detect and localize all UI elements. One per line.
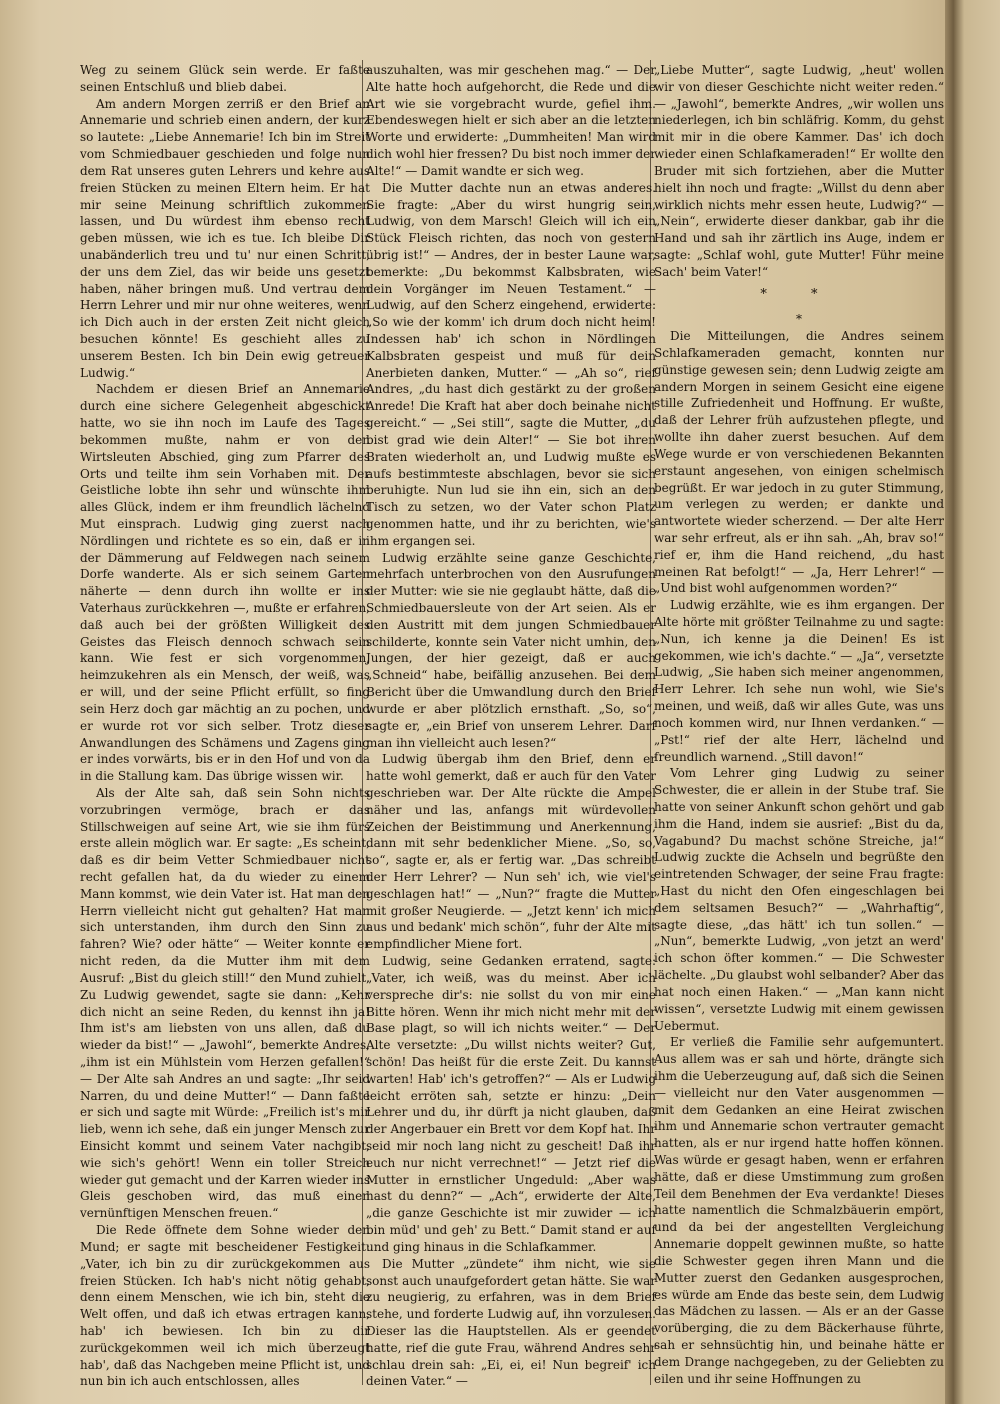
paragraph: Als der Alte sah, daß sein Sohn nichts vorzubringen vermöge, brach er das Stillschweigen auf seine Art, wie sie ihm fürs erste allein möglich war. Er sagte: „Es scheint, daß es dir beim Vetter Schmiedbauer nicht recht gefallen hat, da du wieder zu einem Mann kommst, wie dein Vater ist. Hat man den Herrn vielleicht nicht gut gehalten? Hat man sich unterstanden, ihm durch den Sinn zu fahren? Wie? oder hätte“ — Weiter konnte er nicht reden, da die Mutter ihm mit dem Ausruf: „Bist du gleich still!“ den Mund zuhielt. Zu Ludwig gewendet, sagte sie dann: „Kehr dich nicht an seine Reden, du kennst ihn ja! Ihm ist's am liebsten von uns allen, daß du wieder da bist!“ — „Jawohl“, bemerkte Andres, „ihm ist ein Mühlstein vom Herzen gefallen!“ — Der Alte sah Andres an und sagte: „Ihr seid Narren, du und deine Mutter!“ — Dann faßte er sich und sagte mit Würde: „Freilich ist's mir lieb, wenn ich sehe, daß ein junger Mensch zur Einsicht kommt und seinem Vater nachgibt, wie sich's gehört! Wenn ein toller Streich wieder gut gemacht und der Karren wieder ins Gleis geschoben wird, das muß einen vernünftigen Menschen freuen.“ bbox=[80, 785, 370, 1221]
text-column-1 bbox=[80, 62, 370, 1390]
paragraph: Ludwig erzählte, wie es ihm ergangen. Der Alte hörte mit größter Teilnahme zu und sagte: „Nun, ich kenne ja die Deinen! Es ist gekommen, wie ich's dachte.“ — „Ja“, versetzte Ludwig, „Sie haben sich meiner angenommen, Herr Lehrer. Ich sehe nun wohl, wie Sie's meinen, und weiß, daß wir alles Gute, was uns noch kommen wird, nur Ihnen verdanken.“ — „Pst!“ rief der alte Herr, lächelnd und freundlich warnend. „Still davon!“ bbox=[654, 598, 944, 764]
paragraph: Am andern Morgen zerriß er den Brief an Annemarie und schrieb einen andern, der kurz so lautete: „Liebe Annemarie! Ich bin im Streit vom Schmiedbauer geschieden und folge nun dem Rat unseres guten Lehrers und kehre aus freien Stücken zu meinen Eltern heim. Er hat mir seine Meinung schriftlich zukommen lassen, und Du würdest ihm ebenso recht geben müssen, wie ich es tue. Ich bleibe Dir unabänderlich treu und tu' nur einen Schritt, der uns dem Ziel, das wir beide uns gesetzt haben, näher bringen muß. Und vertrau dem Herrn Lehrer und mir nur ohne weiteres, wenn ich Dich auch in der ersten Zeit nicht gleich besuchen könnte! Es geschieht alles zu unserem Besten. Ich bin Dein ewig getreuer Ludwig.“ bbox=[80, 96, 370, 380]
paragraph: auszuhalten, was mir geschehen mag.“ — Der Alte hatte hoch aufgehorcht, die Rede und die Art wie sie vorgebracht wurde, gefiel ihm. Ebendeswegen hielt er sich aber an die letzten Worte und erwiderte: „Dummheiten! Man wird dich wohl hier fressen? Du bist noch immer der Alte!“ — Damit wandte er sich weg. bbox=[366, 63, 657, 178]
paragraph: Die Mitteilungen, die Andres seinem Schlafkameraden gemacht, konnten nur günstige gewesen sein; denn Ludwig zeigte am andern Morgen in seinem Gesicht eine eigene stille Zufriedenheit und Hoffnung. Er wußte, daß der Lehrer früh aufzustehen pflegte, und wollte ihn daher zuerst besuchen. Auf dem Wege wurde er von verschiedenen Bekannten erstaunt angesehen, von einigen schelmisch begrüßt. Er war jedoch in zu guter Stimmung, um verlegen zu werden; er dankte und antwortete wieder scherzend. — Der alte Herr war sehr erfreut, als er ihn sah. „Ah, brav so!“ rief er, ihm die Hand reichend, „du hast meinen Rat befolgt!“ — „Ja, Herr Lehrer!“ — „Und bist wohl aufgenommen worden?“ bbox=[654, 329, 944, 596]
paragraph: Weg zu seinem Glück sein werde. Er faßte seinen Entschluß und blieb dabei. bbox=[80, 63, 370, 94]
paragraph: Die Mutter dachte nun an etwas anderes. Sie fragte: „Aber du wirst hungrig sein, Ludwig, von dem Marsch! Gleich will ich ein Stück Fleisch richten, das noch von gestern übrig ist!“ — Andres, der in bester Laune war, bemerkte: „Du bekommst Kalbsbraten, wie dein Vorgänger im Neuen Testament.“ — Ludwig, auf den Scherz eingehend, erwiderte: „So wie der komm' ich drum doch nicht heim! Indessen hab' ich schon in Nördlingen Kalbsbraten gespeist und muß für dein Anerbieten danken, Mutter.“ — „Ah so“, rief Andres, „du hast dich gestärkt zu der großen Anrede! Die Kraft hat aber doch beinahe nicht gereicht.“ — „Sei still“, sagte die Mutter, „du bist grad wie dein Alter!“ — Sie bot ihren Braten wiederholt an, und Ludwig mußte es aufs bestimmteste abschlagen, bevor sie sich beruhigte. Nun lud sie ihn ein, sich an den Tisch zu setzen, wo der Vater schon Platz genommen hatte, und ihr zu berichten, wie's ihm ergangen sei. bbox=[366, 180, 656, 548]
paragraph: Nachdem er diesen Brief an Annemarie durch eine sichere Gelegenheit abgeschickt hatte, wo sie ihn noch im Laufe des Tages bekommen mußte, nahm er von den Wirtsleuten Abschied, ging zum Pfarrer des Orts und teilte ihm sein Vorhaben mit. Der Geistliche lobte ihn sehr und wünschte ihm alles Glück, indem er ihm freundlich lächelnd Mut einsprach. Ludwig ging zuerst nach Nördlingen und richtete es so ein, daß er in der Dämmerung auf Feldwegen nach seinem Dorfe wanderte. Als er sich seinem Garten näherte — denn durch ihn wollte er ins Vaterhaus zurückkehren —, mußte er erfahren, daß auch bei der größten Willigkeit des Geistes das Fleisch dennoch schwach sein kann. Wie fest er sich vorgenommen, heimzukehren als ein Mensch, der weiß, was er will, und der seine Pflicht erfüllt, so fing sein Herz doch gar mächtig an zu pochen, und er wurde rot vor sich selber. Trotz dieser Anwandlungen des Schämens und Zagens ging er indes vorwärts, bis er in den Hof und von da in die Stallung kam. Das übrige wissen wir. bbox=[80, 382, 370, 784]
paragraph: „Liebe Mutter“, sagte Ludwig, „heut' wollen wir von dieser Geschichte nicht weiter reden.“ — „Jawohl“, bemerkte Andres, „wir wollen uns niederlegen, ich bin schläfrig. Komm, du gehst mit mir in die obere Kammer. Das' ich doch wieder einen Schlafkameraden!“ Er wollte den Bruder mit sich fortziehen, aber die Mutter hielt ihn noch und fragte: „Willst du denn aber wirklich nichts mehr essen heute, Ludwig?“ — „Nein“, erwiderte dieser dankbar, gab ihr die Hand und sah ihr zärtlich ins Auge, indem er sagte: „Schlaf wohl, gute Mutter! Führ meine Sach' beim Vater!“ bbox=[654, 63, 944, 279]
text-column-2 bbox=[366, 62, 656, 1390]
paragraph: Die Mutter „zündete“ ihm nicht, wie sie sonst auch unaufgefordert getan hätte. Sie war zu neugierig, zu erfahren, was in dem Brief stehe, und forderte Ludwig auf, ihn vorzulesen. Dieser las die Hauptstellen. Als er geendet hatte, rief die gute Frau, während Andres sehr schlau drein sah: „Ei, ei, ei! Nun begreif' ich deinen Vater.“ — bbox=[366, 1256, 656, 1389]
paragraph: Ludwig erzählte seine ganze Geschichte, mehrfach unterbrochen von den Ausrufungen der Mutter: wie sie nie geglaubt hätte, daß die Schmiedbauersleute von der Art seien. Als er den Austritt mit dem jungen Schmiedbauer schilderte, konnte sein Vater nicht umhin, den Jungen, der hier gezeigt, daß er auch „Schneid“ habe, beifällig anzusehen. Bei dem Bericht über die Umwandlung durch den Brief wurde er aber plötzlich ernsthaft. „So, so“, sagte er, „ein Brief von unserem Lehrer. Darf man ihn vielleicht auch lesen?“ bbox=[366, 550, 656, 750]
text-column-3 bbox=[654, 62, 944, 1387]
paragraph: Er verließ die Familie sehr aufgemuntert. Aus allem was er sah und hörte, drängte sich ihm die Ueberzeugung auf, daß sich die Seinen — vielleicht nur den Vater ausgenommen — mit dem Gedanken an eine Heirat zwischen ihm und Annemarie schon vertrauter gemacht hatten, als er nur irgend hatte hoffen können. Was würde er gesagt haben, wenn er erfahren hätte, daß er diese Umstimmung zum großen Teil dem Benehmen der Eva verdankte! Dieses hatte namentlich die Schmalzbäuerin empört, und da bei der angestellten Vergleichung Annemarie doppelt gewinnen mußte, so hatte die Schwester gegen ihren Mann und die Mutter zuerst den Gedanken ausgesprochen, es würde am Ende das beste sein, dem Ludwig das Mädchen zu lassen. — Als er an der Gasse vorüberging, die zu dem Bäckerhause führte, sah er sehnsüchtig hin, und beinahe hätte er dem Drange nachgegeben, zu der Geliebten zu eilen und ihr seine Hoffnungen zu bbox=[654, 1035, 944, 1386]
section-break-star: * bbox=[796, 312, 802, 327]
paragraph: Die Rede öffnete dem Sohne wieder den Mund; er sagte mit bescheidener Festigkeit: „Vater, ich bin zu dir zurückgekommen aus freien Stücken. Ich hab's nicht nötig gehabt, denn einem Menschen, wie ich bin, steht die Welt offen, und daß ich etwas ertragen kann, hab' ich bewiesen. Ich bin zu dir zurückgekommen weil ich mich überzeugt hab', daß das Nachgeben meine Pflicht ist, und nun bin ich auch entschlossen, alles bbox=[80, 1223, 370, 1389]
paragraph: Ludwig, seine Gedanken erratend, sagte: „Vater, ich weiß, was du meinst. Aber ich verspreche dir's: nie sollst du von mir eine Bitte hören. Wenn ihr mich nicht mehr mit der Base plagt, so will ich nichts weiter.“ — Der Alte versetzte: „Du willst nichts weiter? Gut, schön! Das heißt für die erste Zeit. Du kannst warten! Hab' ich's getroffen?“ — Als er Ludwig leicht erröten sah, setzte er hinzu: „Dein Lehrer und du, ihr dürft ja nicht glauben, daß der Angerbauer ein Brett vor dem Kopf hat. Ihr seid mir noch lang nicht zu gescheit! Daß ihr euch nur nicht verrechnet!“ — Jetzt rief die Mutter in ernstlicher Ungeduld: „Aber was hast du denn?“ — „Ach“, erwiderte der Alte, „die ganze Geschichte ist mir zuwider — ich bin müd' und geh' zu Bett.“ Damit stand er auf und ging hinaus in die Schlafkammer. bbox=[366, 954, 656, 1254]
paragraph: Vom Lehrer ging Ludwig zu seiner Schwester, die er allein in der Stube traf. Sie hatte von seiner Ankunft schon gehört und gab ihm die Hand, indem sie ausrief: „Bist du da, Vagabund? Du machst schöne Streiche, ja!“ Ludwig zuckte die Achseln und begrüßte den eintretenden Schwager, der seine Frau fragte: „Hast du nicht den Ofen eingeschlagen bei dem seltsamen Besuch?“ — „Wahrhaftig“, sagte diese, „das hätt' ich tun sollen.“ — „Nun“, bemerkte Ludwig, „von jetzt an werd' ich schon öfter kommen.“ — Die Schwester lächelte. „Du glaubst wohl selbander? Aber das hat noch einen Haken.“ — „Man kann nicht wissen“, versetzte Ludwig mit einem gewissen Uebermut. bbox=[654, 766, 944, 1033]
section-break-stars: * * bbox=[760, 286, 838, 302]
page-fold-gutter bbox=[945, 0, 1000, 1404]
paragraph: Ludwig übergab ihm den Brief, denn er hatte wohl gemerkt, daß er auch für den Vater geschrieben war. Der Alte rückte die Ampel näher und las, anfangs mit würdevollen Zeichen der Beistimmung und Anerkennung, dann mit sehr bedenklicher Miene. „So, so, so“, sagte er, als er fertig war. „Das schreibt der Herr Lehrer? — Nun seh' ich, wie viel's geschlagen hat!“ — „Nun?“ fragte die Mutter mit großer Neugierde. — „Jetzt kenn' ich mich aus und bedank' mich schön“, fuhr der Alte mit empfindlicher Miene fort. bbox=[366, 752, 656, 952]
